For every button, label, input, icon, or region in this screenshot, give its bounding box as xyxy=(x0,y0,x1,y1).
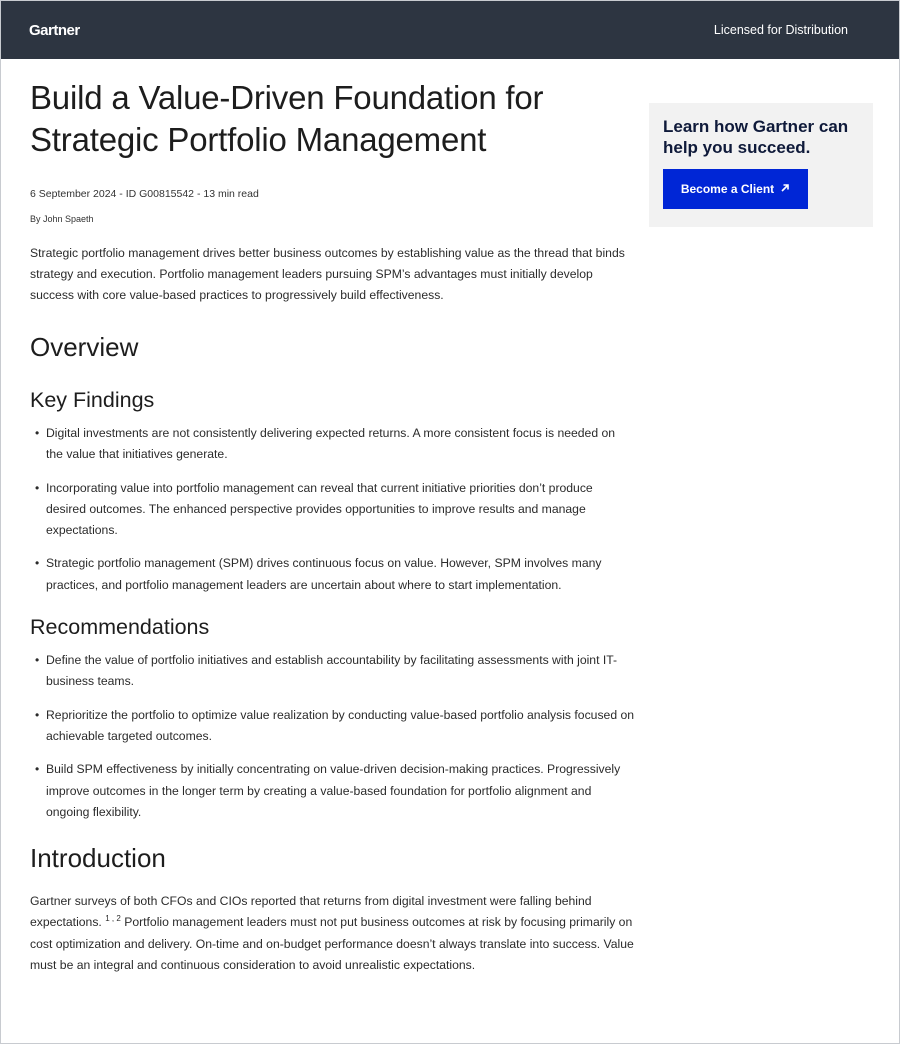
page-title xyxy=(30,77,635,161)
list-item xyxy=(30,705,635,748)
top-bar xyxy=(1,1,899,59)
introduction-paragraph xyxy=(30,891,635,976)
intro-text-1: Gartner surveys of both CFOs and CIOs reported that returns from digital investment were falling behind expectations. xyxy=(30,894,592,930)
gartner-logo[interactable]: Gartner xyxy=(29,21,80,39)
recommendations-heading: Recommendations xyxy=(30,615,210,640)
list-item xyxy=(30,553,635,596)
recommendation-text: Reprioritize the portfolio to optimize value realization by conducting value-based portfolio analysis focused on achievable targeted outcomes. xyxy=(46,707,635,743)
key-finding-text: Incorporating value into portfolio management can reveal that current initiative priorities don’t produce desired outcomes. The enhanced perspective provides opportunities to improve results and manage expectations. xyxy=(46,480,593,538)
list-item xyxy=(30,478,635,542)
bullet-icon: • xyxy=(35,653,40,668)
overview-heading: Overview xyxy=(30,332,139,362)
title-line-2: Strategic Portfolio Management xyxy=(30,121,487,158)
list-item xyxy=(30,650,635,693)
cta-label: Become a Client xyxy=(680,182,775,196)
bullet-icon: • xyxy=(35,426,40,440)
recommendation-text: Build SPM effectiveness by initially concentrating on value-driven decision-making practices. Progressively improve outcomes in the longer term by creating a value-based foundation for portfolio alignment and ongoing flexibility. xyxy=(46,762,621,819)
recommendation-text: Define the value of portfolio initiatives and establish accountability by facilitating assessments with joint IT-business teams. xyxy=(46,653,618,689)
list-item xyxy=(30,759,635,823)
intro-text-2: Portfolio management leaders must not put business outcomes at risk by focusing primarily on cost optimization and delivery. On-time and on-budget performance doesn’t always translate into success. Value must be an integral and continuous consideration to avoid unrealistic expectations. xyxy=(30,915,634,973)
cta-heading: Learn how Gartner can help you succeed. xyxy=(663,117,849,157)
article-meta: 6 September 2024 - ID G00815542 - 13 min read xyxy=(30,188,259,200)
key-finding-text: Digital investments are not consistently delivering expected returns. A more consistent focus is needed on the value that initiatives generate. xyxy=(46,426,616,462)
introduction-heading: Introduction xyxy=(30,843,166,874)
article-main xyxy=(30,77,635,976)
licensed-label: Licensed for Distribution xyxy=(713,23,848,37)
key-finding-text: Strategic portfolio management (SPM) drives continuous focus on value. However, SPM involves many practices, and portfolio management leaders are uncertain about where to start implementation. xyxy=(46,556,602,592)
bullet-icon: • xyxy=(35,556,40,571)
bullet-icon: • xyxy=(35,762,40,777)
article-summary: Strategic portfolio management drives better business outcomes by establishing value as the thread that binds strategy and execution. Portfolio management leaders pursuing SPM’s advantages must initially develop success with core value-based practices to progressively build effectiveness. xyxy=(30,246,625,302)
arrow-up-right-icon xyxy=(780,182,790,196)
list-item xyxy=(30,423,635,466)
title-line-1: Build a Value-Driven Foundation for xyxy=(30,79,544,116)
key-findings-heading: Key Findings xyxy=(30,388,155,412)
footnote-refs[interactable]: 1 , 2 xyxy=(105,914,121,924)
become-a-client-button[interactable] xyxy=(663,169,808,209)
bullet-icon: • xyxy=(35,707,40,722)
bullet-icon: • xyxy=(35,480,40,495)
key-findings-list xyxy=(30,423,635,596)
recommendations-list xyxy=(30,650,635,823)
article-author: By John Spaeth xyxy=(30,214,94,224)
cta-panel xyxy=(649,103,873,227)
